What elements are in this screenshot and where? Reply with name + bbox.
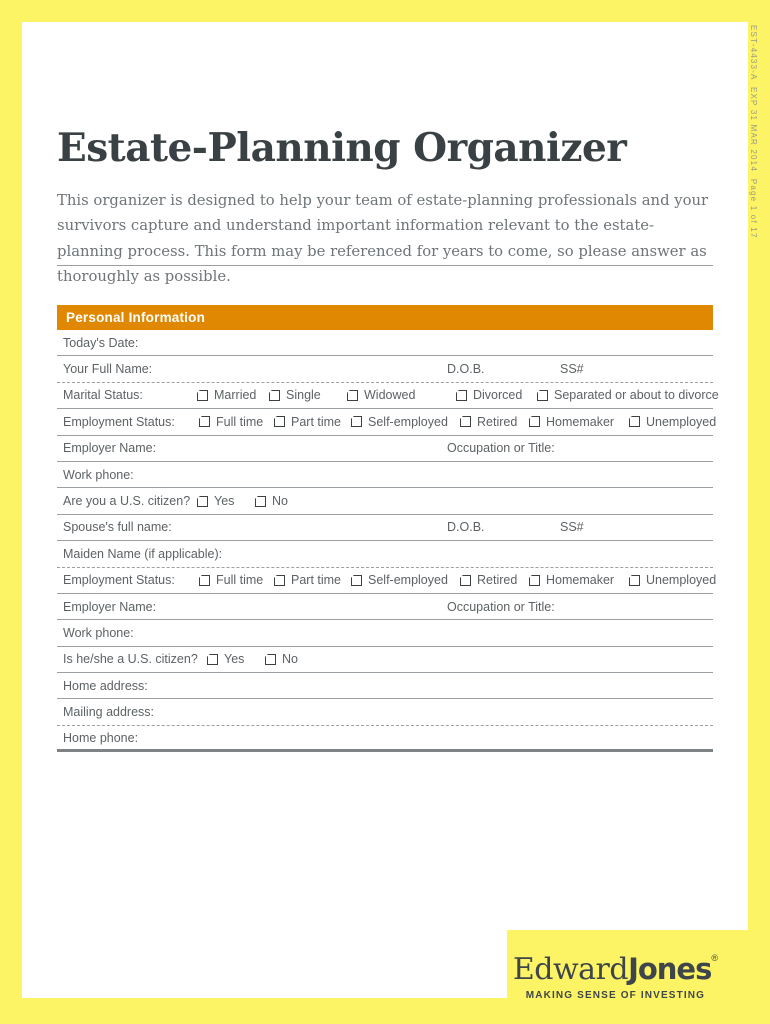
checkbox-label: No: [272, 494, 288, 509]
checkbox-option[interactable]: [456, 388, 522, 402]
checkbox-icon[interactable]: [629, 416, 640, 427]
checkbox-option[interactable]: [265, 652, 298, 666]
checkbox-option[interactable]: [529, 415, 614, 429]
checkbox-option[interactable]: [274, 415, 341, 429]
row-label: Employment Status:: [63, 414, 175, 429]
checkbox-option[interactable]: [255, 494, 288, 508]
paper-sheet: [22, 22, 748, 998]
logo-text-jones: Jones: [628, 952, 712, 986]
checkbox-option[interactable]: [269, 388, 321, 402]
checkbox-icon[interactable]: [529, 416, 540, 427]
row-label: Employment Status:: [63, 573, 175, 588]
checkbox-option[interactable]: [197, 388, 256, 402]
form-row[interactable]: [57, 409, 717, 435]
checkbox-icon[interactable]: [529, 575, 540, 586]
row-label: Work phone:: [63, 467, 134, 482]
column-label: SS#: [560, 362, 584, 377]
checkbox-label: Homemaker: [546, 414, 615, 429]
form-row[interactable]: [57, 699, 713, 725]
logo-panel: [507, 930, 770, 1024]
checkbox-label: Divorced: [473, 388, 523, 403]
checkbox-label: Homemaker: [546, 573, 615, 588]
checkbox-icon[interactable]: [351, 416, 362, 427]
checkbox-icon[interactable]: [197, 496, 208, 507]
form-row[interactable]: [57, 726, 713, 752]
row-label: Is he/she a U.S. citizen?: [63, 652, 198, 667]
form-row[interactable]: [57, 383, 719, 409]
logo-tagline: MAKING SENSE OF INVESTING: [525, 990, 706, 1001]
row-label: Today's Date:: [63, 335, 139, 350]
checkbox-icon[interactable]: [274, 575, 285, 586]
checkbox-icon[interactable]: [197, 390, 208, 401]
row-label: Mailing address:: [63, 705, 155, 720]
checkbox-option[interactable]: [199, 415, 263, 429]
row-label: Work phone:: [63, 625, 134, 640]
column-label: D.O.B.: [447, 362, 485, 377]
checkbox-label: Retired: [477, 414, 518, 429]
form-row[interactable]: [57, 356, 713, 382]
column-label: Occupation or Title:: [447, 599, 555, 614]
column-label: D.O.B.: [447, 520, 485, 535]
form-row[interactable]: [57, 462, 713, 488]
row-label: Your Full Name:: [63, 362, 153, 377]
form-row[interactable]: [57, 620, 713, 646]
form-row[interactable]: [57, 330, 713, 356]
checkbox-label: Self-employed: [368, 573, 448, 588]
checkbox-label: Yes: [224, 652, 245, 667]
row-label: Employer Name:: [63, 599, 157, 614]
checkbox-label: Unemployed: [646, 414, 717, 429]
registered-mark: ®: [711, 953, 718, 963]
checkbox-label: Unemployed: [646, 573, 717, 588]
checkbox-option[interactable]: [274, 573, 341, 587]
personal-information-table: [57, 305, 719, 752]
checkbox-icon[interactable]: [274, 416, 285, 427]
checkbox-label: Part time: [291, 414, 342, 429]
row-label: Home phone:: [63, 730, 139, 745]
checkbox-icon[interactable]: [351, 575, 362, 586]
checkbox-label: Yes: [214, 494, 235, 509]
edward-jones-logo: [513, 952, 718, 1001]
form-number-strip: EST-4433-A EXP 31 MAR 2014 Page 1 of 17: [749, 25, 758, 239]
checkbox-label: Full time: [216, 414, 264, 429]
checkbox-option[interactable]: [197, 494, 234, 508]
row-label: Home address:: [63, 678, 148, 693]
checkbox-icon[interactable]: [207, 654, 218, 665]
checkbox-option[interactable]: [629, 415, 716, 429]
checkbox-option[interactable]: [460, 573, 517, 587]
intro-divider: [57, 265, 713, 266]
checkbox-option[interactable]: [347, 388, 415, 402]
form-row[interactable]: [57, 515, 713, 541]
checkbox-icon[interactable]: [347, 390, 358, 401]
checkbox-icon[interactable]: [460, 575, 471, 586]
form-row[interactable]: [57, 541, 713, 567]
form-row[interactable]: [57, 673, 713, 699]
form-row[interactable]: [57, 436, 713, 462]
checkbox-icon[interactable]: [537, 390, 548, 401]
row-label: Are you a U.S. citizen?: [63, 494, 191, 509]
intro-paragraph: This organizer is designed to help your team of estate-planning professionals and your survivors capture and understand important information relevant to the estate-planning process. This form may be referenced for years to come, so please answer as thoroughly as possible.: [57, 192, 709, 286]
row-label: Spouse's full name:: [63, 520, 172, 535]
checkbox-icon[interactable]: [265, 654, 276, 665]
row-label: Maiden Name (if applicable):: [63, 546, 223, 561]
checkbox-option[interactable]: [537, 388, 719, 402]
checkbox-icon[interactable]: [629, 575, 640, 586]
column-label: SS#: [560, 520, 584, 535]
checkbox-option[interactable]: [207, 652, 244, 666]
checkbox-label: No: [282, 652, 298, 667]
checkbox-icon[interactable]: [199, 416, 210, 427]
checkbox-option[interactable]: [460, 415, 517, 429]
checkbox-option[interactable]: [529, 573, 614, 587]
checkbox-option[interactable]: [199, 573, 263, 587]
form-row[interactable]: [57, 568, 717, 594]
section-header-personal-information: Personal Information: [57, 305, 713, 330]
logo-text-edward: Edward: [512, 952, 629, 987]
checkbox-label: Married: [214, 388, 257, 403]
checkbox-option[interactable]: [351, 415, 448, 429]
column-label: Occupation or Title:: [447, 441, 555, 456]
checkbox-label: Part time: [291, 573, 342, 588]
form-row[interactable]: [57, 488, 713, 514]
checkbox-icon[interactable]: [456, 390, 467, 401]
checkbox-icon[interactable]: [255, 496, 266, 507]
checkbox-label: Single: [286, 388, 321, 403]
row-label: Employer Name:: [63, 441, 157, 456]
checkbox-label: Separated or about to divorce: [554, 388, 719, 403]
checkbox-option[interactable]: [351, 573, 448, 587]
checkbox-label: Full time: [216, 573, 264, 588]
checkbox-option[interactable]: [629, 573, 716, 587]
checkbox-icon[interactable]: [460, 416, 471, 427]
checkbox-label: Self-employed: [368, 414, 448, 429]
form-row[interactable]: [57, 594, 713, 620]
checkbox-label: Retired: [477, 573, 518, 588]
checkbox-label: Widowed: [364, 388, 416, 403]
form-rows-container: [57, 330, 719, 752]
checkbox-icon[interactable]: [269, 390, 280, 401]
checkbox-icon[interactable]: [199, 575, 210, 586]
form-row[interactable]: [57, 647, 713, 673]
row-label: Marital Status:: [63, 388, 143, 403]
page-title: Estate-Planning Organizer: [57, 125, 627, 171]
